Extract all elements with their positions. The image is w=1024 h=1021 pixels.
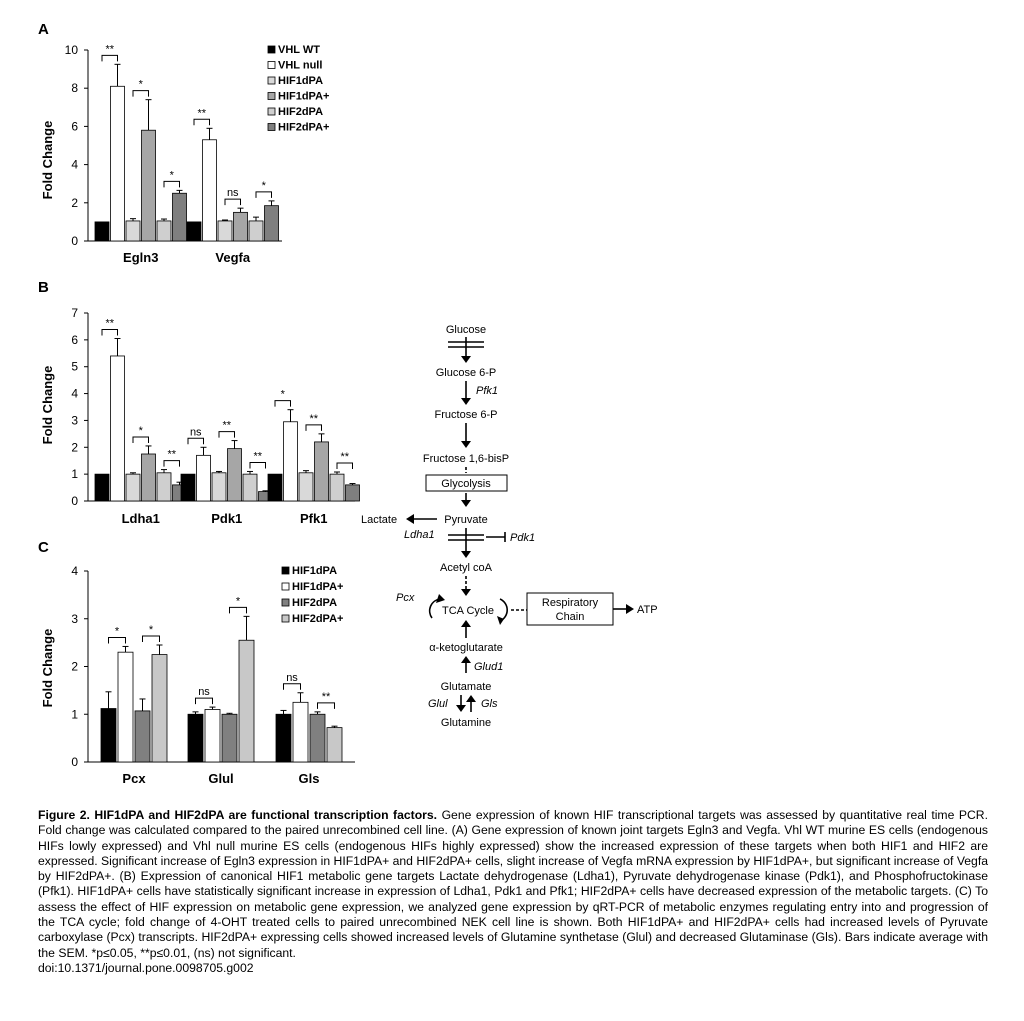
significance-bracket <box>188 438 204 444</box>
bar <box>126 221 140 241</box>
bar <box>222 714 237 762</box>
chart-panel-a <box>40 43 329 265</box>
legend-label: VHL null <box>278 59 323 72</box>
bar <box>101 709 116 762</box>
caption-body: Gene expression of known HIF transcriptional targets was assessed by quantitative real time PCR. Fold change was calculated compared to the paired unrecombined cell line. (A) Gene expression of known joint targets Egln3 and Vegfa. Vhl WT murine ES cells (endogenous HIFs lowly expressed) and Vhl null murine ES cells (endogenous HIFs highly expressed) show the increased expression of these targets when both HIF1 and HIF2 are expressed. Significant increase of Egln3 expression in HIF1dPA+ and HIF2dPA+ cells, slight increase of Vegfa mRNA expression by HIF1dPA+, but significant increase of Vegfa by HIF2dPA+. (B) Expression of canonical HIF1 metabolic gene targets Lactate dehydrogenase (Ldha1), Pyruvate dehydrogenase kinase (Pdk1), and Phosphofructokinase (Pfk1). HIF1dPA+ cells have statistically significant increase in expression of Ldha1, Pdk1 and Pfk1; HIF2dPA+ cells have decreased expression of the metabolic targets. (C) To assess the effect of HIF expression on metabolic gene expression, we analyzed gene expression by qRT-PCR of metabolic enzymes regulating entry into and progression of the TCA cycle; fold change of 4-OHT treated cells to paired unrecombined NEK cell line is shown. Both HIF1dPA+ and HIF2dPA+ cells had increased levels of Pyruvate carboxylase (Pcx) transcripts. HIF2dPA+ expressing cells showed increased levels of Glutamine synthetase (Glul) and decreased Glutaminase (Gls). Bars indicate average with the SEM. *p≤0.05, **p≤0.01, (ns) not significant. <box>38 808 988 960</box>
panel-a-letter: A <box>38 21 49 38</box>
node-alpha-ketoglutarate: α-ketoglutarate <box>429 642 503 654</box>
panel-c-letter: C <box>38 539 49 556</box>
significance-bracket <box>109 637 126 643</box>
bar <box>265 206 279 241</box>
significance-label: ** <box>105 43 115 56</box>
significance-label: * <box>261 179 266 192</box>
significance-label: * <box>138 424 143 437</box>
category-label: Pfk1 <box>300 511 328 526</box>
significance-label: ns <box>198 686 210 699</box>
legend-label: HIF2dPA <box>292 597 338 609</box>
bar <box>188 714 203 762</box>
chart-panel-b <box>40 306 360 526</box>
significance-bracket <box>133 437 149 443</box>
y-tick-label: 2 <box>71 440 78 455</box>
significance-bracket <box>196 698 213 704</box>
node-fructose-16-bisp: Fructose 1,6-bisP <box>422 453 510 465</box>
y-tick-label: 0 <box>71 234 78 248</box>
legend-label: HIF2dPA+ <box>292 613 344 625</box>
bar <box>330 474 344 501</box>
bar <box>157 221 171 241</box>
caption-title: Figure 2. HIF1dPA and HIF2dPA are functional transcription factors. <box>38 808 438 822</box>
legend-swatch <box>282 599 289 606</box>
bar <box>95 474 109 501</box>
category-label: Vegfa <box>215 250 251 265</box>
chart-panel-c <box>40 564 355 786</box>
bar <box>152 655 167 762</box>
significance-label: * <box>235 595 241 608</box>
node-glutamate: Glutamate <box>440 681 492 693</box>
legend-swatch <box>282 583 289 590</box>
y-tick-label: 10 <box>64 43 78 57</box>
significance-label: ns <box>286 671 298 684</box>
y-tick-label: 0 <box>71 494 78 508</box>
significance-bracket <box>194 119 210 125</box>
significance-bracket <box>275 401 291 407</box>
caption-doi: doi:10.1371/journal.pone.0098705.g002 <box>38 960 254 975</box>
bar <box>315 442 329 501</box>
category-label: Pcx <box>122 771 146 786</box>
significance-label: ** <box>197 107 207 120</box>
y-axis-label: Fold Change <box>40 628 55 708</box>
significance-bracket <box>164 461 180 467</box>
bar <box>293 702 308 762</box>
significance-label: * <box>138 78 143 91</box>
legend-swatch <box>268 46 275 53</box>
significance-bracket <box>164 181 180 187</box>
significance-bracket <box>250 462 266 468</box>
node-fructose-6p: Fructose 6-P <box>434 409 498 421</box>
bar <box>142 130 156 241</box>
significance-label: ns <box>189 426 202 439</box>
bar <box>249 221 263 241</box>
bar <box>135 711 150 762</box>
significance-label: * <box>114 625 120 638</box>
significance-bracket <box>133 91 149 97</box>
node-atp: ATP <box>637 604 658 616</box>
significance-bracket <box>225 199 241 205</box>
bar <box>157 473 171 501</box>
y-tick-label: 8 <box>71 81 78 96</box>
bar <box>111 356 125 501</box>
bar <box>310 714 325 762</box>
enzyme-pfk1: Pfk1 <box>476 385 499 397</box>
legend-label: HIF1dPA <box>278 75 324 87</box>
significance-label: ** <box>167 448 177 461</box>
bar <box>284 422 298 501</box>
bar <box>243 474 257 501</box>
significance-bracket <box>318 703 335 709</box>
bar <box>239 640 254 762</box>
legend-swatch <box>268 77 275 84</box>
significance-label: * <box>280 388 285 401</box>
legend-label: HIF2dPA <box>278 106 324 118</box>
legend-swatch <box>282 615 289 622</box>
node-acetyl-coa: Acetyl coA <box>440 562 492 574</box>
y-axis-label: Fold Change <box>40 365 55 445</box>
significance-bracket <box>337 463 353 469</box>
significance-label: ** <box>321 690 331 703</box>
node-glucose: Glucose <box>445 324 487 336</box>
legend-label: HIF2dPA+ <box>278 121 330 134</box>
category-label: Egln3 <box>123 250 159 265</box>
enzyme-glul: Glul <box>428 698 448 710</box>
enzyme-gls: Gls <box>481 698 498 710</box>
y-tick-label: 1 <box>71 707 78 722</box>
y-tick-label: 2 <box>71 659 78 674</box>
legend-swatch <box>268 62 275 69</box>
bar <box>299 473 313 501</box>
y-tick-label: 3 <box>71 413 78 428</box>
significance-bracket <box>284 684 301 690</box>
legend-label: HIF1dPA+ <box>278 90 330 103</box>
category-label: Glul <box>208 771 234 786</box>
panel-b-letter: B <box>38 279 49 296</box>
y-axis-label: Fold Change <box>40 120 55 200</box>
y-tick-label: 3 <box>71 611 78 626</box>
bar <box>346 485 360 501</box>
significance-bracket <box>306 425 322 431</box>
glycolysis-label: Glycolysis <box>441 478 491 490</box>
category-label: Ldha1 <box>121 511 160 526</box>
bar <box>95 222 109 241</box>
node-lactate: Lactate <box>361 514 398 526</box>
y-tick-label: 6 <box>71 119 78 134</box>
bar <box>203 140 217 241</box>
significance-label: * <box>169 169 174 182</box>
bar <box>118 652 133 762</box>
bar <box>228 449 242 501</box>
significance-label: ns <box>226 187 239 200</box>
legend-swatch <box>282 567 289 574</box>
node-pyruvate: Pyruvate <box>444 514 488 526</box>
metabolic-pathway-diagram <box>361 324 658 729</box>
y-tick-label: 5 <box>71 359 78 374</box>
category-label: Gls <box>298 771 320 786</box>
enzyme-ldha1: Ldha1 <box>404 529 435 541</box>
significance-bracket <box>102 330 118 336</box>
bar <box>187 222 201 241</box>
y-tick-label: 4 <box>71 386 78 401</box>
enzyme-pdk1: Pdk1 <box>510 532 536 544</box>
y-tick-label: 6 <box>71 332 78 347</box>
y-tick-label: 4 <box>71 157 78 172</box>
significance-bracket <box>256 192 272 198</box>
node-tca-cycle: TCA Cycle <box>442 605 494 617</box>
bar <box>327 728 342 762</box>
significance-label: * <box>148 624 154 637</box>
bar <box>212 473 226 501</box>
legend-label: VHL WT <box>278 44 320 56</box>
significance-bracket <box>219 432 235 438</box>
significance-label: ** <box>222 419 232 432</box>
y-tick-label: 2 <box>71 195 78 210</box>
respiratory-label-2: Chain <box>555 611 585 623</box>
significance-label: ** <box>253 450 263 463</box>
legend-swatch <box>268 108 275 115</box>
significance-label: ** <box>309 412 319 425</box>
bar <box>126 474 140 501</box>
y-tick-label: 4 <box>71 564 78 578</box>
bar <box>111 86 125 241</box>
bar <box>181 474 195 501</box>
node-glutamine: Glutamine <box>440 717 492 729</box>
significance-label: ** <box>340 450 350 463</box>
bar <box>218 221 232 241</box>
respiratory-label-1: Respiratory <box>541 597 599 609</box>
significance-bracket <box>143 636 160 642</box>
significance-bracket <box>102 55 118 61</box>
category-label: Pdk1 <box>211 511 243 526</box>
bar <box>197 455 211 501</box>
significance-bracket <box>230 607 247 613</box>
bar <box>234 212 248 241</box>
bar <box>173 193 187 241</box>
bar <box>268 474 282 501</box>
legend-label: HIF1dPA+ <box>292 581 344 593</box>
y-tick-label: 7 <box>71 306 78 320</box>
legend-label: HIF1dPA <box>292 565 338 577</box>
legend-swatch <box>268 93 275 100</box>
bar <box>205 709 220 762</box>
y-tick-label: 1 <box>71 467 78 482</box>
enzyme-glud1: Glud1 <box>474 661 504 673</box>
significance-label: ** <box>105 317 115 330</box>
y-tick-label: 0 <box>71 755 78 769</box>
bar <box>142 454 156 501</box>
legend-swatch <box>268 124 275 131</box>
figure-caption <box>38 808 988 976</box>
bar <box>276 714 291 762</box>
node-glucose-6p: Glucose 6-P <box>435 367 497 379</box>
enzyme-pcx: Pcx <box>396 592 415 604</box>
